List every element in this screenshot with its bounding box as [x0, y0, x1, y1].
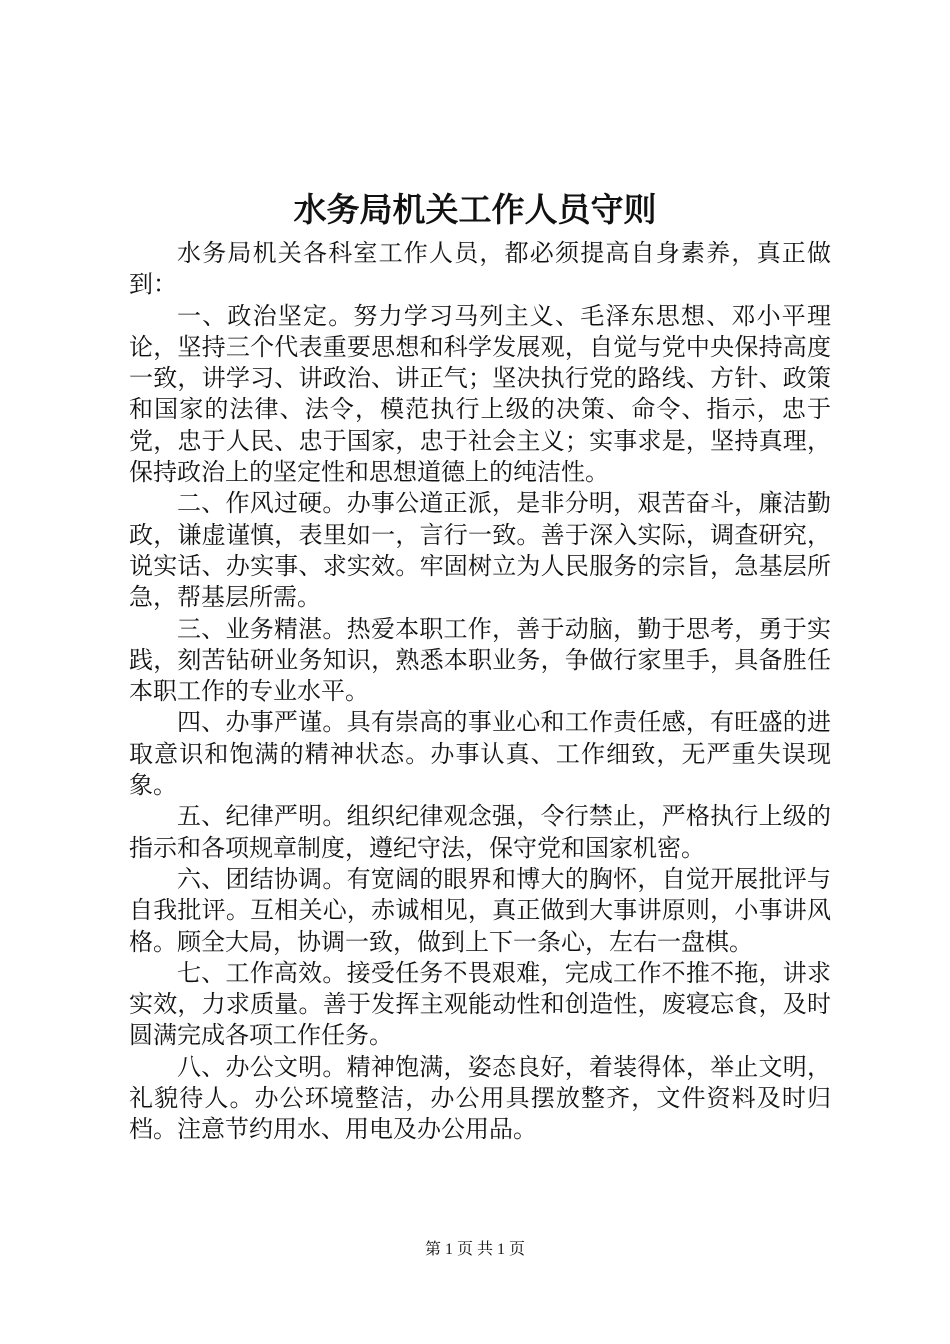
rule-paragraph-3: 三、业务精湛。热爱本职工作，善于动脑，勤于思考，勇于实践，刻苦钻研业务知识，熟悉本职业务，争做行家里手，具备胜任本职工作的专业水平。	[129, 614, 831, 706]
intro-paragraph: 水务局机关各科室工作人员，都必须提高自身素养，真正做到：	[129, 239, 831, 299]
rule-paragraph-2: 二、作风过硬。办事公道正派，是非分明，艰苦奋斗，廉洁勤政，谦虚谨慎，表里如一，言行一致。善于深入实际，调查研究，说实话、办实事、求实效。牢固树立为人民服务的宗旨，急基层所急，帮基层所需。	[129, 489, 831, 612]
rule-paragraph-4: 四、办事严谨。具有崇高的事业心和工作责任感，有旺盛的进取意识和饱满的精神状态。办事认真、工作细致，无严重失误现象。	[129, 708, 831, 800]
document-body	[129, 238, 831, 1146]
rule-paragraph-7: 七、工作高效。接受任务不畏艰难，完成工作不推不拖，讲求实效，力求质量。善于发挥主观能动性和创造性，废寝忘食，及时圆满完成各项工作任务。	[129, 958, 831, 1050]
rule-paragraph-1: 一、政治坚定。努力学习马列主义、毛泽东思想、邓小平理论，坚持三个代表重要思想和科学发展观，自觉与党中央保持高度一致，讲学习、讲政治、讲正气；坚决执行党的路线、方针、政策和国家的法律、法令，模范执行上级的决策、命令、指示，忠于党，忠于人民、忠于国家，忠于社会主义；实事求是，坚持真理，保持政治上的坚定性和思想道德上的纯洁性。	[129, 301, 831, 487]
document-title: 水务局机关工作人员守则	[293, 190, 657, 229]
rule-paragraph-8: 八、办公文明。精神饱满，姿态良好，着装得体，举止文明，礼貌待人。办公环境整洁，办公用具摆放整齐，文件资料及时归档。注意节约用水、用电及办公用品。	[129, 1052, 831, 1144]
page-number-footer: 第 1 页 共 1 页	[424, 1241, 525, 1258]
rule-paragraph-6: 六、团结协调。有宽阔的眼界和博大的胸怀，自觉开展批评与自我批评。互相关心，赤诚相见，真正做到大事讲原则，小事讲风格。顾全大局，协调一致，做到上下一条心，左右一盘棋。	[129, 864, 831, 956]
rule-paragraph-5: 五、纪律严明。组织纪律观念强，令行禁止，严格执行上级的指示和各项规章制度，遵纪守法，保守党和国家机密。	[129, 802, 831, 862]
